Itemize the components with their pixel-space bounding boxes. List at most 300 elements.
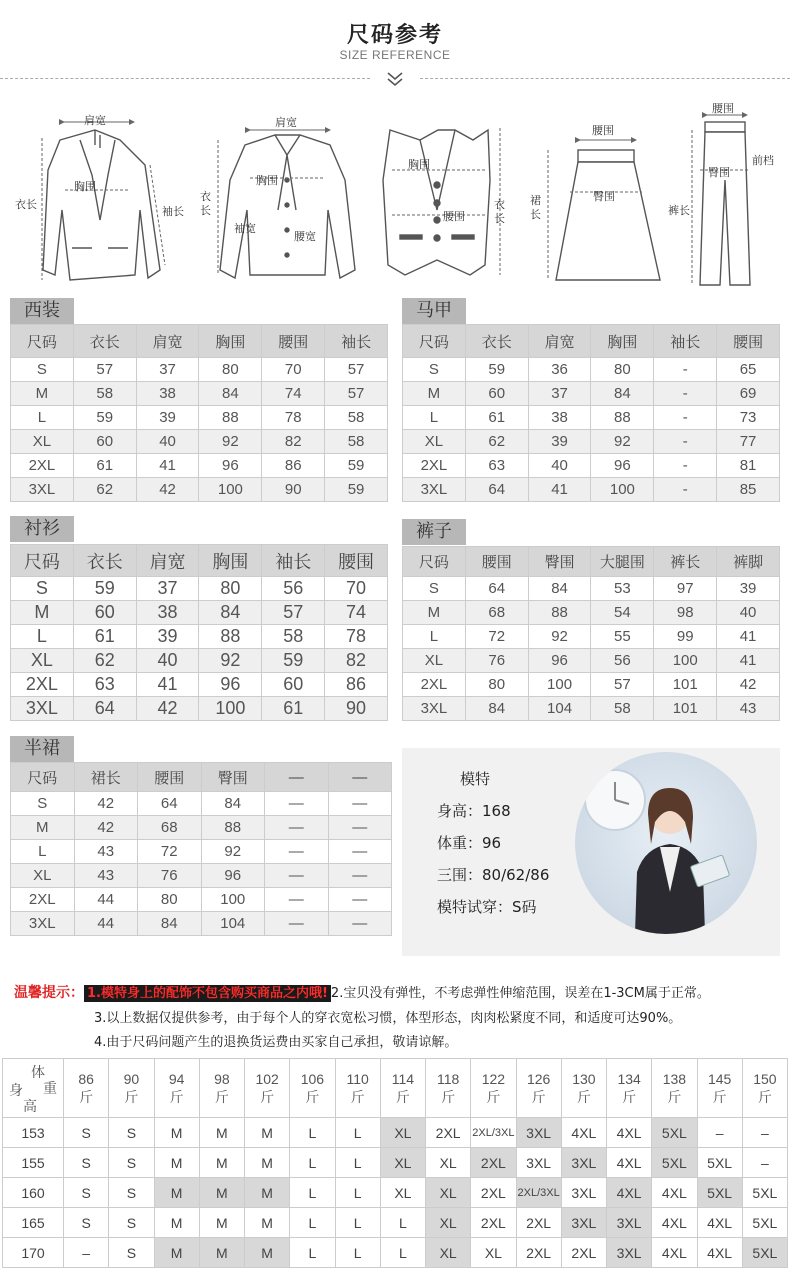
table-cell: 60 xyxy=(73,430,136,454)
vest-waist-label: 腰围 xyxy=(443,210,465,223)
table-cell: S xyxy=(11,577,74,601)
table-cell: 70 xyxy=(325,577,388,601)
table-row xyxy=(11,382,388,406)
table-cell: 38 xyxy=(136,601,199,625)
tips-prefix: 温馨提示： xyxy=(14,985,84,1001)
table-cell: 4XL xyxy=(697,1208,742,1238)
table-cell: 100 xyxy=(591,478,654,502)
table-cell: – xyxy=(742,1118,787,1148)
fit-weight-value: 94 xyxy=(168,1071,185,1087)
table-row xyxy=(11,478,388,502)
table-row xyxy=(403,406,780,430)
table-row xyxy=(11,888,392,912)
table-row xyxy=(11,816,392,840)
skirt-header-cell: 尺码 xyxy=(11,763,75,792)
pants-size-table xyxy=(402,546,780,721)
table-cell: 101 xyxy=(654,697,717,721)
table-cell: M xyxy=(11,382,74,406)
shirt-sleeve-label: 袖宽 xyxy=(234,222,256,235)
table-cell: 80 xyxy=(138,888,202,912)
table-row xyxy=(403,625,780,649)
table-cell: L xyxy=(290,1208,335,1238)
pants-waist-label: 腰围 xyxy=(712,102,734,115)
table-cell: 86 xyxy=(262,454,325,478)
table-cell: L xyxy=(403,406,466,430)
vest-header-row xyxy=(403,325,780,358)
table-cell: 70 xyxy=(262,358,325,382)
table-cell: 2XL xyxy=(426,1118,471,1148)
table-cell: 3XL xyxy=(11,478,74,502)
table-cell: — xyxy=(265,888,329,912)
table-cell: 80 xyxy=(591,358,654,382)
table-cell: L xyxy=(380,1238,425,1268)
suit-header-row xyxy=(11,325,388,358)
vest-header-cell: 尺码 xyxy=(403,325,466,358)
table-cell: 59 xyxy=(73,406,136,430)
table-cell: 44 xyxy=(74,888,138,912)
table-row xyxy=(403,454,780,478)
table-cell: M xyxy=(245,1118,290,1148)
table-row xyxy=(11,577,388,601)
table-row xyxy=(403,577,780,601)
skirt-header-cell: 腰围 xyxy=(138,763,202,792)
table-cell: 2XL xyxy=(516,1208,561,1238)
table-cell: 58 xyxy=(262,625,325,649)
fit-weight-value: 90 xyxy=(123,1071,140,1087)
table-cell: 2XL xyxy=(471,1178,516,1208)
shirt-shoulder-label: 肩宽 xyxy=(275,116,297,129)
table-cell: 57 xyxy=(262,601,325,625)
table-cell: 56 xyxy=(591,649,654,673)
fit-weight-value: 110 xyxy=(346,1071,369,1087)
table-cell: 38 xyxy=(528,406,591,430)
table-cell: 3XL xyxy=(516,1148,561,1178)
table-cell: 96 xyxy=(201,864,265,888)
table-cell: 39 xyxy=(136,406,199,430)
table-cell: - xyxy=(654,454,717,478)
table-cell: 36 xyxy=(528,358,591,382)
table-cell: 42 xyxy=(717,673,780,697)
pants-length-label: 裤长 xyxy=(668,204,690,217)
skirt-length-label-b: 长 xyxy=(530,208,541,221)
fit-weight-value: 134 xyxy=(617,1071,641,1087)
table-cell: S xyxy=(64,1118,109,1148)
table-cell: 2XL xyxy=(561,1238,606,1268)
table-cell: S xyxy=(403,358,466,382)
table-row xyxy=(11,673,388,697)
table-cell: 85 xyxy=(717,478,780,502)
table-cell: XL xyxy=(426,1148,471,1178)
table-cell: 82 xyxy=(325,649,388,673)
table-cell: 37 xyxy=(136,358,199,382)
fit-weight-header xyxy=(64,1059,109,1118)
table-cell: – xyxy=(697,1118,742,1148)
suit-header-cell: 腰围 xyxy=(262,325,325,358)
table-cell: — xyxy=(328,792,392,816)
table-cell: 2XL xyxy=(471,1208,516,1238)
table-cell: 77 xyxy=(717,430,780,454)
table-cell: 41 xyxy=(136,454,199,478)
table-row xyxy=(403,430,780,454)
tips-item-2: 2.宝贝没有弹性，不考虑弹性伸缩范围，误差在1-3CM属于正常。 xyxy=(330,986,710,1001)
table-cell: 61 xyxy=(73,625,136,649)
skirt-header-cell: — xyxy=(328,763,392,792)
table-cell: 40 xyxy=(136,430,199,454)
tips-item-3: 3.以上数据仅提供参考，由于每个人的穿衣宽松习惯，体型形态，肉肉松紧度不同，和适度可达90%。 xyxy=(94,1011,682,1026)
table-cell: S xyxy=(109,1208,154,1238)
table-cell: L xyxy=(11,625,74,649)
table-row xyxy=(11,406,388,430)
table-cell: 65 xyxy=(717,358,780,382)
pants-hip-label: 臀围 xyxy=(708,166,730,179)
table-cell: 92 xyxy=(591,430,654,454)
table-cell: — xyxy=(328,840,392,864)
fit-weight-header xyxy=(561,1059,606,1118)
table-cell: 2XL xyxy=(11,673,74,697)
table-cell: - xyxy=(654,406,717,430)
shirt-header-cell: 胸围 xyxy=(199,545,262,577)
table-cell: M xyxy=(154,1178,199,1208)
table-cell: 41 xyxy=(717,625,780,649)
pants-header-cell: 尺码 xyxy=(403,547,466,577)
table-cell: - xyxy=(654,478,717,502)
fit-weight-unit: 斤 xyxy=(712,1089,727,1105)
table-cell: 59 xyxy=(465,358,528,382)
table-cell: 43 xyxy=(74,840,138,864)
fit-weight-header xyxy=(652,1059,697,1118)
fit-header-row xyxy=(3,1059,788,1118)
fit-weight-value: 118 xyxy=(436,1071,460,1087)
table-cell: S xyxy=(109,1148,154,1178)
table-cell: 41 xyxy=(136,673,199,697)
table-cell: 90 xyxy=(325,697,388,721)
table-cell: 72 xyxy=(465,625,528,649)
fit-weight-value: 102 xyxy=(255,1071,279,1087)
table-cell: 58 xyxy=(73,382,136,406)
table-cell: 64 xyxy=(138,792,202,816)
shirt-size-table xyxy=(10,544,388,721)
table-cell: – xyxy=(742,1148,787,1178)
table-cell: 3XL xyxy=(403,478,466,502)
table-cell: 41 xyxy=(528,478,591,502)
table-cell: 2XL xyxy=(516,1238,561,1268)
fit-weight-header xyxy=(471,1059,516,1118)
table-cell: XL xyxy=(11,649,74,673)
table-cell: 88 xyxy=(199,625,262,649)
fit-height-cell: 160 xyxy=(3,1178,64,1208)
table-cell: 5XL xyxy=(742,1238,787,1268)
table-cell: 44 xyxy=(74,912,138,936)
table-cell: 39 xyxy=(717,577,780,601)
table-cell: M xyxy=(245,1208,290,1238)
table-cell: 57 xyxy=(591,673,654,697)
table-cell: 58 xyxy=(325,406,388,430)
table-cell: 39 xyxy=(528,430,591,454)
table-cell: 92 xyxy=(528,625,591,649)
fit-weight-header xyxy=(154,1059,199,1118)
table-cell: 58 xyxy=(591,697,654,721)
jacket-sleeve-label: 袖长 xyxy=(162,205,184,218)
table-cell: 62 xyxy=(73,649,136,673)
table-cell: M xyxy=(245,1178,290,1208)
table-cell: XL xyxy=(380,1118,425,1148)
table-cell: 99 xyxy=(654,625,717,649)
table-cell: 3XL xyxy=(11,912,75,936)
vest-size-table xyxy=(402,324,780,502)
table-cell: 42 xyxy=(74,816,138,840)
table-cell: 3XL xyxy=(561,1208,606,1238)
table-cell: 81 xyxy=(717,454,780,478)
table-cell: — xyxy=(265,912,329,936)
table-cell: L xyxy=(335,1148,380,1178)
table-cell: 3XL xyxy=(516,1118,561,1148)
table-cell: 43 xyxy=(717,697,780,721)
table-cell: 84 xyxy=(199,601,262,625)
table-cell: 104 xyxy=(201,912,265,936)
table-cell: L xyxy=(11,840,75,864)
model-tried-size: 模特试穿：S码 xyxy=(437,898,537,916)
table-cell: 100 xyxy=(201,888,265,912)
fit-weight-header xyxy=(697,1059,742,1118)
fit-weight-header xyxy=(290,1059,335,1118)
pants-header-cell: 大腿围 xyxy=(591,547,654,577)
model-measurements: 三围：80/62/86 xyxy=(437,866,550,884)
corner-height-b: 高 xyxy=(23,1098,37,1114)
table-cell: 3XL xyxy=(561,1178,606,1208)
fit-weight-value: 126 xyxy=(526,1071,551,1087)
table-cell: 2XL xyxy=(403,673,466,697)
fit-weight-unit: 斤 xyxy=(531,1089,546,1105)
vest-header-cell: 胸围 xyxy=(591,325,654,358)
table-cell: 56 xyxy=(262,577,325,601)
table-cell: 3XL xyxy=(561,1148,606,1178)
table-cell: - xyxy=(654,382,717,406)
table-row xyxy=(11,792,392,816)
shirt-length-label-a: 衣 xyxy=(200,190,211,203)
pants-diagram xyxy=(692,115,750,285)
shirt-tag: 衬衫 xyxy=(10,516,74,542)
table-cell: 61 xyxy=(262,697,325,721)
table-cell: 96 xyxy=(199,454,262,478)
vest-header-cell: 袖长 xyxy=(654,325,717,358)
table-cell: 40 xyxy=(528,454,591,478)
table-cell: S xyxy=(11,792,75,816)
table-row xyxy=(11,840,392,864)
table-cell: 74 xyxy=(325,601,388,625)
table-row xyxy=(11,912,392,936)
table-cell: 4XL xyxy=(652,1178,697,1208)
table-cell: 3XL xyxy=(607,1238,652,1268)
fit-weight-header xyxy=(109,1059,154,1118)
shirt-header-cell: 衣长 xyxy=(73,545,136,577)
fit-weight-unit: 斤 xyxy=(576,1089,591,1105)
suit-size-table xyxy=(10,324,388,502)
table-cell: L xyxy=(335,1208,380,1238)
page-title: 尺码参考 xyxy=(346,23,443,48)
table-row xyxy=(403,478,780,502)
page-subtitle: SIZE REFERENCE xyxy=(339,48,451,62)
fit-weight-value: 106 xyxy=(300,1071,325,1087)
pants-tag: 裤子 xyxy=(402,519,466,545)
table-cell: 96 xyxy=(591,454,654,478)
fit-weight-header xyxy=(335,1059,380,1118)
table-cell: M xyxy=(199,1208,244,1238)
table-row xyxy=(3,1208,788,1238)
table-cell: 3XL xyxy=(607,1208,652,1238)
table-cell: 96 xyxy=(528,649,591,673)
table-cell: L xyxy=(11,406,74,430)
table-cell: 84 xyxy=(528,577,591,601)
table-cell: 78 xyxy=(325,625,388,649)
table-row xyxy=(403,382,780,406)
table-cell: 104 xyxy=(528,697,591,721)
table-cell: 2XL xyxy=(11,454,74,478)
vest-length-label-b: 长 xyxy=(494,212,505,225)
table-cell: - xyxy=(654,430,717,454)
table-cell: L xyxy=(403,625,466,649)
shirt-header-cell: 肩宽 xyxy=(136,545,199,577)
suit-header-cell: 尺码 xyxy=(11,325,74,358)
table-cell: 57 xyxy=(325,358,388,382)
table-cell: 57 xyxy=(73,358,136,382)
fit-weight-unit: 斤 xyxy=(79,1089,94,1105)
table-cell: M xyxy=(154,1148,199,1178)
table-cell: S xyxy=(11,358,74,382)
table-cell: 86 xyxy=(325,673,388,697)
fit-weight-value: 98 xyxy=(214,1071,230,1087)
table-cell: 63 xyxy=(465,454,528,478)
fit-weight-unit: 斤 xyxy=(667,1089,682,1105)
fit-weight-unit: 斤 xyxy=(395,1089,410,1105)
table-cell: — xyxy=(265,840,329,864)
table-cell: 4XL xyxy=(607,1118,652,1148)
fit-weight-header xyxy=(607,1059,652,1118)
table-cell: S xyxy=(403,577,466,601)
table-cell: 43 xyxy=(74,864,138,888)
fit-weight-unit: 斤 xyxy=(622,1089,637,1105)
table-cell: 60 xyxy=(73,601,136,625)
table-cell: 5XL xyxy=(697,1178,742,1208)
table-row xyxy=(11,358,388,382)
table-cell: 59 xyxy=(325,478,388,502)
suit-tag: 西装 xyxy=(10,298,74,324)
table-cell: 58 xyxy=(325,430,388,454)
table-cell: 88 xyxy=(591,406,654,430)
fit-weight-header xyxy=(742,1059,787,1118)
skirt-header-cell: — xyxy=(265,763,329,792)
corner-height-a: 身 xyxy=(9,1082,23,1098)
table-cell: 62 xyxy=(73,478,136,502)
shirt-header-cell: 袖长 xyxy=(262,545,325,577)
table-cell: L xyxy=(335,1178,380,1208)
table-cell: M xyxy=(199,1238,244,1268)
table-row xyxy=(11,864,392,888)
table-cell: L xyxy=(290,1238,335,1268)
table-cell: XL xyxy=(380,1178,425,1208)
table-cell: 74 xyxy=(262,382,325,406)
table-cell: M xyxy=(154,1238,199,1268)
vest-tag: 马甲 xyxy=(402,298,466,324)
table-row xyxy=(403,649,780,673)
table-cell: 84 xyxy=(201,792,265,816)
table-cell: 3XL xyxy=(403,697,466,721)
vest-length-label-a: 衣 xyxy=(494,198,505,211)
fit-weight-header xyxy=(380,1059,425,1118)
shirt-header-cell: 腰围 xyxy=(325,545,388,577)
skirt-waist-label: 腰围 xyxy=(592,124,614,137)
model-height: 身高：168 xyxy=(437,802,511,820)
table-cell: 2XL/3XL xyxy=(471,1118,516,1148)
table-cell: 4XL xyxy=(652,1238,697,1268)
table-cell: 90 xyxy=(262,478,325,502)
tips-item-1: 1.模特身上的配饰不包含购买商品之内哦! xyxy=(84,985,331,1002)
jacket-shoulder-label: 肩宽 xyxy=(84,114,106,127)
skirt-size-table xyxy=(10,762,392,936)
table-cell: XL xyxy=(403,430,466,454)
table-cell: — xyxy=(265,864,329,888)
table-cell: 80 xyxy=(199,577,262,601)
table-row xyxy=(11,697,388,721)
table-cell: 40 xyxy=(717,601,780,625)
table-cell: 4XL xyxy=(652,1208,697,1238)
table-row xyxy=(403,673,780,697)
table-cell: 53 xyxy=(591,577,654,601)
table-cell: 5XL xyxy=(697,1148,742,1178)
table-cell: 63 xyxy=(73,673,136,697)
fit-height-cell: 165 xyxy=(3,1208,64,1238)
table-cell: 57 xyxy=(325,382,388,406)
table-cell: 41 xyxy=(717,649,780,673)
table-cell: 72 xyxy=(138,840,202,864)
fit-corner-cell xyxy=(3,1059,64,1118)
table-cell: S xyxy=(64,1178,109,1208)
table-cell: S xyxy=(109,1118,154,1148)
table-cell: M xyxy=(199,1148,244,1178)
skirt-header-cell: 臀围 xyxy=(201,763,265,792)
table-cell: 98 xyxy=(654,601,717,625)
table-cell: S xyxy=(109,1178,154,1208)
table-cell: XL xyxy=(426,1178,471,1208)
table-cell: 80 xyxy=(199,358,262,382)
suit-header-cell: 肩宽 xyxy=(136,325,199,358)
table-row xyxy=(3,1238,788,1268)
table-cell: 38 xyxy=(136,382,199,406)
tips-line-1 xyxy=(14,982,710,1002)
model-photo xyxy=(575,752,757,934)
table-cell: 78 xyxy=(262,406,325,430)
divider-left xyxy=(0,78,370,79)
table-cell: 76 xyxy=(138,864,202,888)
shirt-header-row xyxy=(11,545,388,577)
table-cell: 2XL xyxy=(471,1148,516,1178)
fit-weight-unit: 斤 xyxy=(260,1089,275,1105)
table-row xyxy=(403,697,780,721)
table-cell: XL xyxy=(11,864,75,888)
table-cell: 37 xyxy=(528,382,591,406)
fit-weight-unit: 斤 xyxy=(214,1089,229,1105)
table-row xyxy=(3,1148,788,1178)
table-cell: M xyxy=(199,1178,244,1208)
table-cell: 88 xyxy=(528,601,591,625)
table-cell: 97 xyxy=(654,577,717,601)
table-row xyxy=(403,358,780,382)
table-cell: 3XL xyxy=(11,697,74,721)
table-cell: XL xyxy=(403,649,466,673)
table-cell: — xyxy=(328,864,392,888)
table-cell: 68 xyxy=(465,601,528,625)
fit-height-cell: 153 xyxy=(3,1118,64,1148)
table-cell: 4XL xyxy=(607,1148,652,1178)
